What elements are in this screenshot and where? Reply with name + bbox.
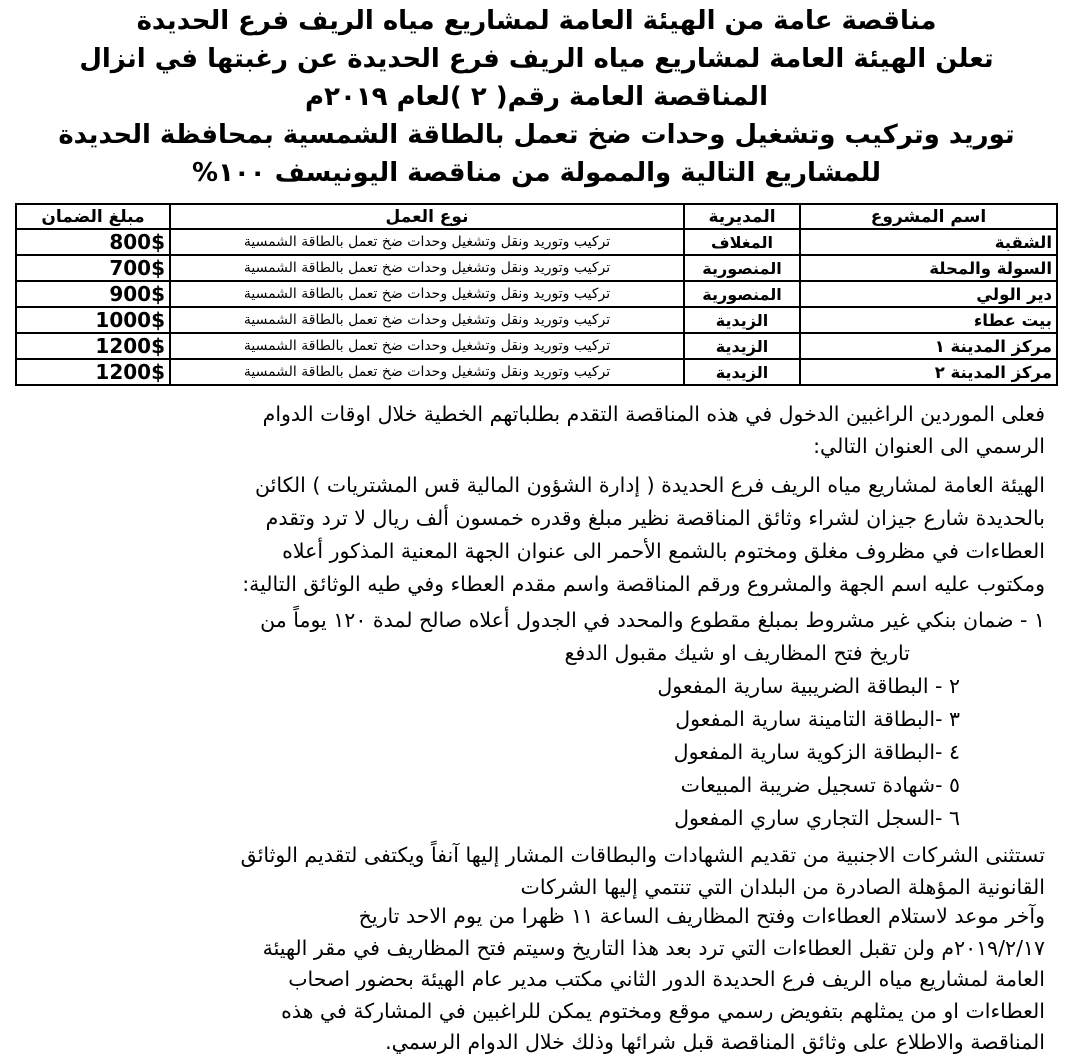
table-row [16, 229, 1057, 255]
foreign-companies-paragraph [28, 839, 1045, 903]
directorate: الزيدية [684, 307, 800, 333]
list-item: ٥ -شهادة تسجيل ضريبة المبيعات [680, 773, 960, 797]
submission-intro-paragraph [28, 398, 1045, 462]
list-item: ٢ - البطاقة الضريبية سارية المفعول [657, 674, 960, 698]
table-row [16, 307, 1057, 333]
list-item: ٦ -السجل التجاري ساري المفعول [674, 806, 960, 830]
title-line-5: للمشاريع التالية والممولة من مناقصة اليونيسف ١٠٠% [192, 158, 881, 188]
body-line: العطاءات في مظروف مغلق ومختوم بالشمع الأحمر الى عنوان الجهة المعنية المذكور أعلاه [282, 539, 1045, 563]
project-name: دير الولي [800, 281, 1057, 307]
directorate: المنصورية [684, 281, 800, 307]
body-line: الرسمي الى العنوان التالي: [813, 434, 1045, 458]
work-type: تركيب وتوريد ونقل وتشغيل وحدات ضخ تعمل بالطاقة الشمسية [170, 229, 684, 255]
column-header-project: اسم المشروع [800, 204, 1057, 229]
body-line: الهيئة العامة لمشاريع مياه الريف فرع الحديدة ( إدارة الشؤون المالية قس المشتريات ) الكائن [255, 473, 1045, 497]
guarantee-amount: 800$ [16, 229, 170, 255]
column-header-guarantee: مبلغ الضمان [16, 204, 170, 229]
table-row [16, 281, 1057, 307]
guarantee-amount: 900$ [16, 281, 170, 307]
title-line-3: المناقصة العامة رقم( ٢ )لعام ٢٠١٩م [305, 82, 768, 112]
guarantee-amount: 1200$ [16, 359, 170, 385]
body-line: تستثنى الشركات الاجنبية من تقديم الشهادات والبطاقات المشار إليها آنفاً ويكتفى لتقديم الوثائق [240, 843, 1045, 867]
body-line: ٢٠١٩/٢/١٧م ولن تقبل العطاءات التي ترد بعد هذا التاريخ وسيتم فتح المظاريف في مقر الهيئة [262, 935, 1045, 960]
body-line: ومكتوب عليه اسم الجهة والمشروع ورقم المناقصة واسم مقدم العطاء وفي طيه الوثائق التالية: [242, 572, 1045, 596]
directorate: المنصورية [684, 255, 800, 281]
deadline-and-opening-paragraph [28, 901, 1045, 1059]
table-row [16, 333, 1057, 359]
body-line: المناقصة والاطلاع على وثائق المناقصة قبل شرائها وذلك خلال الدوام الرسمي. [385, 1030, 1045, 1054]
table-row [16, 359, 1057, 385]
project-name: السولة والمحلة [800, 255, 1057, 281]
body-line: العامة لمشاريع مياه الريف فرع الحديدة الدور الثاني مكتب مدير عام الهيئة بحضور اصحاب [288, 967, 1045, 991]
project-name: مركز المدينة ١ [800, 333, 1057, 359]
directorate: المغلاف [684, 229, 800, 255]
title-line-4: توريد وتركيب وتشغيل وحدات ضخ تعمل بالطاقة الشمسية بمحافظة الحديدة [58, 120, 1015, 150]
table-header-row [16, 204, 1057, 229]
guarantee-amount: 1200$ [16, 333, 170, 359]
directorate: الزيدية [684, 333, 800, 359]
address-and-purchase-paragraph [28, 469, 1045, 601]
required-documents-list [28, 604, 1045, 835]
table-row [16, 255, 1057, 281]
work-type: تركيب وتوريد ونقل وتشغيل وحدات ضخ تعمل بالطاقة الشمسية [170, 281, 684, 307]
title-line-1: مناقصة عامة من الهيئة العامة لمشاريع مياه الريف فرع الحديدة [136, 6, 937, 36]
project-name: الشقبة [800, 229, 1057, 255]
list-item: ٣ -البطاقة التامينة سارية المفعول [675, 707, 960, 731]
guarantee-amount: 700$ [16, 255, 170, 281]
work-type: تركيب وتوريد ونقل وتشغيل وحدات ضخ تعمل بالطاقة الشمسية [170, 359, 684, 385]
work-type: تركيب وتوريد ونقل وتشغيل وحدات ضخ تعمل بالطاقة الشمسية [170, 307, 684, 333]
title-line-2: تعلن الهيئة العامة لمشاريع مياه الريف فرع الحديدة عن رغبتها في انزال [79, 44, 994, 74]
guarantee-amount: 1000$ [16, 307, 170, 333]
body-line: العطاءات او من يمثلهم بتفويض رسمي موقع ومختوم يمكن للراغبين في المشاركة في هذه [281, 998, 1045, 1023]
body-line: القانونية المؤهلة الصادرة من البلدان التي تنتمي إليها الشركات [520, 875, 1045, 899]
list-item: ١ - ضمان بنكي غير مشروط بمبلغ مقطوع والمحدد في الجدول أعلاه صالح لمدة ١٢٠ يوماً من [260, 608, 1045, 632]
work-type: تركيب وتوريد ونقل وتشغيل وحدات ضخ تعمل بالطاقة الشمسية [170, 333, 684, 359]
announcement-header [0, 2, 1073, 192]
projects-table [15, 203, 1058, 386]
body-line: بالحديدة شارع جيزان لشراء وثائق المناقصة نظير مبلغ وقدره خمسون ألف ريال لا ترد وتقدم [265, 506, 1045, 530]
project-name: بيت عطاء [800, 307, 1057, 333]
directorate: الزيدية [684, 359, 800, 385]
column-header-directorate: المديرية [684, 204, 800, 229]
project-name: مركز المدينة ٢ [800, 359, 1057, 385]
work-type: تركيب وتوريد ونقل وتشغيل وحدات ضخ تعمل بالطاقة الشمسية [170, 255, 684, 281]
column-header-work: نوع العمل [170, 204, 684, 229]
body-line: وآخر موعد لاستلام العطاءات وفتح المظاريف الساعة ١١ ظهرا من يوم الاحد تاريخ [358, 904, 1045, 928]
body-line: فعلى الموردين الراغبين الدخول في هذه المناقصة التقدم بطلباتهم الخطية خلال اوقات الدوام [262, 402, 1045, 426]
list-item: ٤ -البطاقة الزكوية سارية المفعول [673, 740, 960, 764]
list-item-continuation: تاريخ فتح المظاريف او شيك مقبول الدفع [564, 641, 910, 665]
